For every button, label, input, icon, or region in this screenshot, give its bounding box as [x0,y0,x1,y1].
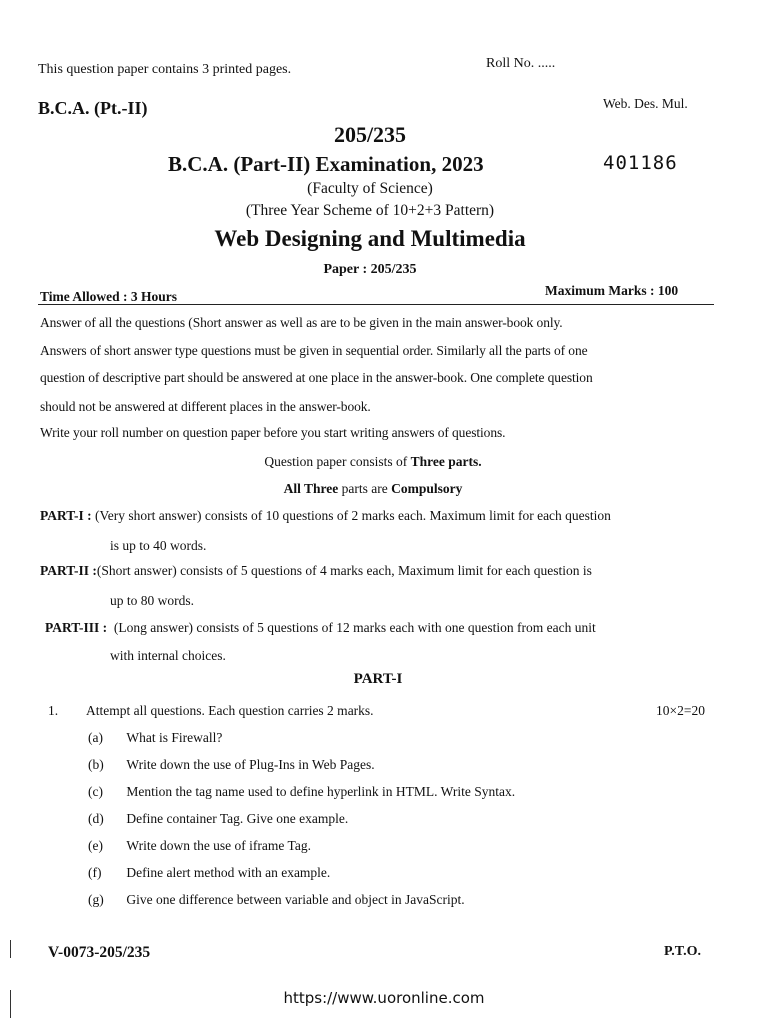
subquestion-text: Define alert method with an example. [126,865,331,880]
header-divider [38,304,714,305]
part-desc-1-cont: is up to 40 words. [110,538,207,553]
subquestion [88,730,222,746]
part-label: PART-I : [40,508,92,523]
part-label: PART-II : [40,563,97,578]
serial-number: 401186 [603,152,678,174]
compulsory-bold: Compulsory [391,481,463,496]
parts-note [0,454,746,470]
parts-note-bold: Three parts. [410,454,482,469]
website-link[interactable]: https://www.uoronline.com [283,989,485,1007]
paper-code: 205/235 [333,122,407,147]
question-number: 1. [48,703,59,718]
roll-no: Roll No. ..... [486,56,556,71]
subquestion-letter: (c) [88,784,103,799]
exam-title: B.C.A. (Part-II) Examination, 2023 [168,152,484,176]
subquestion-letter: (a) [88,730,103,745]
part-desc-3 [45,620,596,636]
scheme: (Three Year Scheme of 10+2+3 Pattern) [245,202,495,219]
subquestion [88,892,465,908]
subject-short: Web. Des. Mul. [603,96,688,111]
compulsory-note [0,481,746,497]
paper-label: Paper : 205/235 [323,262,417,277]
instruction-line: question of descriptive part should be answered at one place in the answer-book. One complete question [40,370,593,385]
subquestion-letter: (b) [88,757,104,772]
subquestion [88,757,375,773]
question-marks: 10×2=20 [656,703,705,718]
subquestion-text: Mention the tag name used to define hyperlink in HTML. Write Syntax. [126,784,516,799]
subquestion [88,784,515,800]
subquestion-letter: (d) [88,811,104,826]
subquestion [88,865,330,881]
part-desc-text: (Very short answer) consists of 10 questions of 2 marks each. Maximum limit for each question [95,508,611,523]
part-desc-2-cont: up to 80 words. [110,593,194,608]
subject-title: Web Designing and Multimedia [214,226,526,251]
time-allowed: Time Allowed : 3 Hours [40,289,178,304]
instruction-line: Write your roll number on question paper before you start writing answers of questions. [40,425,506,440]
scan-edge-mark [10,940,11,958]
max-marks: Maximum Marks : 100 [545,283,679,298]
footer-code: V-0073-205/235 [48,944,151,961]
subquestion-text: Write down the use of iframe Tag. [126,838,311,853]
subquestion-letter: (f) [88,865,102,880]
instruction-line: should not be answered at different places in the answer-book. [40,399,371,414]
part-desc-1 [40,508,611,524]
instruction-line: Answer of all the questions (Short answer as well as are to be given in the main answer-book only. [40,315,563,330]
section-heading: PART-I [353,671,403,687]
question-text: Attempt all questions. Each question carries 2 marks. [86,703,374,718]
faculty: (Faculty of Science) [307,180,433,197]
part-desc-3-cont: with internal choices. [110,648,226,663]
subquestion-letter: (g) [88,892,104,907]
subquestion [88,811,348,827]
scan-edge-mark [10,990,11,1018]
pages-note: This question paper contains 3 printed pages. [38,62,292,77]
subquestion-text: Write down the use of Plug-Ins in Web Pages. [126,757,375,772]
subquestion-text: What is Firewall? [126,730,223,745]
pto-label: P.T.O. [664,944,701,959]
part-label: PART-III : [45,620,108,635]
subquestion [88,838,311,854]
compulsory-mid: parts are [338,481,392,496]
subquestion-text: Define container Tag. Give one example. [126,811,349,826]
subquestion-text: Give one difference between variable and object in JavaScript. [126,892,465,907]
instruction-line: Answers of short answer type questions must be given in sequential order. Similarly all the parts of one [40,343,588,358]
parts-note-text: Question paper consists of [264,454,411,469]
compulsory-prefix: All Three [283,481,339,496]
course-short: B.C.A. (Pt.-II) [38,98,148,118]
part-desc-text: (Short answer) consists of 5 questions of 4 marks each, Maximum limit for each question is [96,563,592,578]
part-desc-text: (Long answer) consists of 5 questions of 12 marks each with one question from each unit [113,620,596,635]
subquestion-letter: (e) [88,838,103,853]
part-desc-2 [40,563,592,579]
